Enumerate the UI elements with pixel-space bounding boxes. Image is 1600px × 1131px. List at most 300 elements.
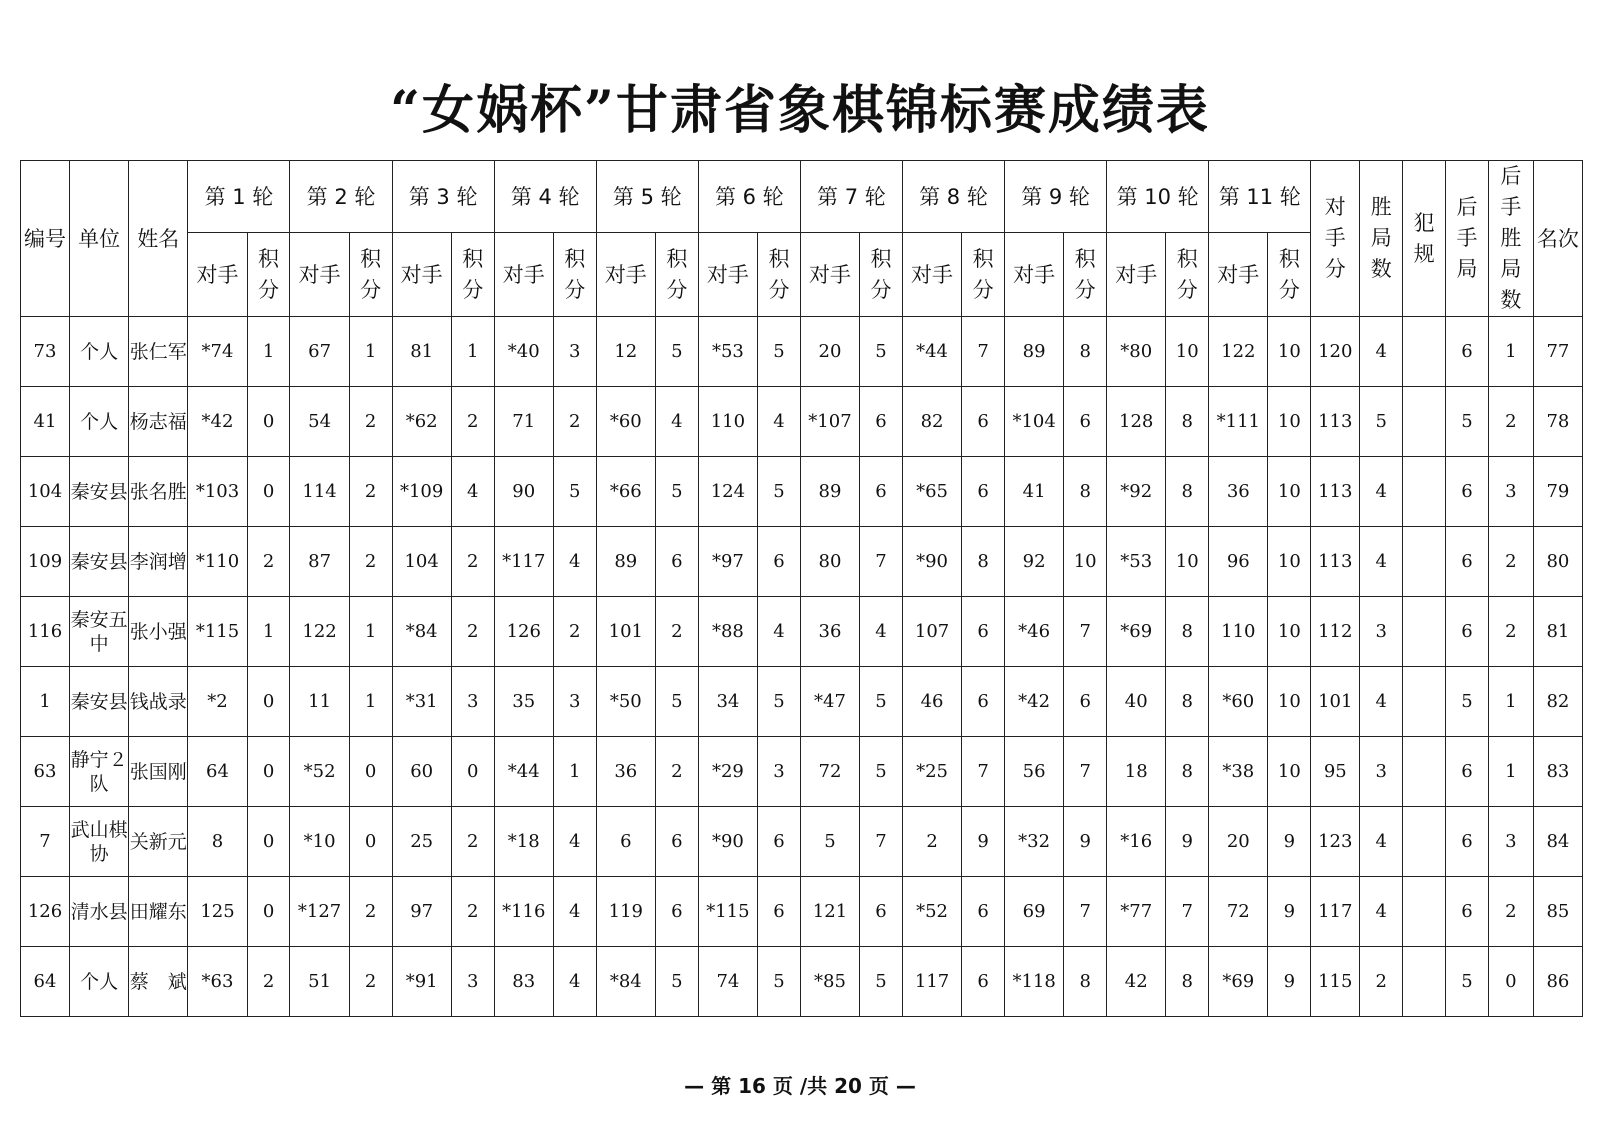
round-points: 5 bbox=[758, 947, 801, 1017]
round-opponent: 128 bbox=[1107, 387, 1166, 457]
round-points: 4 bbox=[758, 387, 801, 457]
round-opponent: *80 bbox=[1107, 317, 1166, 387]
round-points: 2 bbox=[451, 527, 494, 597]
rank: 77 bbox=[1533, 317, 1582, 387]
round-points: 1 bbox=[349, 667, 392, 737]
round-opponent: 110 bbox=[698, 387, 757, 457]
player-unit: 秦安县 bbox=[70, 527, 129, 597]
round-points: 0 bbox=[247, 667, 290, 737]
header-points: 积分 bbox=[1166, 233, 1209, 317]
round-points: 3 bbox=[758, 737, 801, 807]
rank: 78 bbox=[1533, 387, 1582, 457]
round-points: 10 bbox=[1268, 597, 1311, 667]
round-points: 2 bbox=[349, 877, 392, 947]
round-points: 9 bbox=[1268, 807, 1311, 877]
round-opponent: 56 bbox=[1005, 737, 1064, 807]
player-name: 钱战录 bbox=[129, 667, 188, 737]
player-id: 116 bbox=[21, 597, 70, 667]
header-opponent: 对手 bbox=[1209, 233, 1268, 317]
player-unit: 个人 bbox=[70, 947, 129, 1017]
round-points: 5 bbox=[758, 457, 801, 527]
round-points: 2 bbox=[451, 877, 494, 947]
round-opponent: 107 bbox=[902, 597, 961, 667]
wins: 4 bbox=[1360, 667, 1403, 737]
player-name: 杨志福 bbox=[129, 387, 188, 457]
header-round-7: 第 7 轮 bbox=[800, 161, 902, 233]
header-second-games: 后手局 bbox=[1446, 161, 1489, 317]
fouls bbox=[1403, 317, 1446, 387]
round-opponent: *127 bbox=[290, 877, 349, 947]
round-opponent: 36 bbox=[1209, 457, 1268, 527]
fouls bbox=[1403, 597, 1446, 667]
round-opponent: 40 bbox=[1107, 667, 1166, 737]
rank: 84 bbox=[1533, 807, 1582, 877]
round-points: 4 bbox=[553, 877, 596, 947]
round-opponent: 125 bbox=[188, 877, 247, 947]
round-opponent: 96 bbox=[1209, 527, 1268, 597]
player-id: 64 bbox=[21, 947, 70, 1017]
round-points: 1 bbox=[247, 597, 290, 667]
header-unit: 单位 bbox=[70, 161, 129, 317]
round-opponent: 34 bbox=[698, 667, 757, 737]
round-points: 7 bbox=[1064, 737, 1107, 807]
round-points: 6 bbox=[655, 527, 698, 597]
player-name: 蔡 斌 bbox=[129, 947, 188, 1017]
round-opponent: 89 bbox=[596, 527, 655, 597]
round-opponent: *115 bbox=[188, 597, 247, 667]
round-opponent: 89 bbox=[800, 457, 859, 527]
round-points: 2 bbox=[247, 947, 290, 1017]
round-points: 9 bbox=[1064, 807, 1107, 877]
rank: 81 bbox=[1533, 597, 1582, 667]
round-points: 9 bbox=[1268, 947, 1311, 1017]
header-name: 姓名 bbox=[129, 161, 188, 317]
header-fouls: 犯规 bbox=[1403, 161, 1446, 317]
round-points: 9 bbox=[1268, 877, 1311, 947]
round-opponent: 101 bbox=[596, 597, 655, 667]
round-points: 6 bbox=[860, 457, 903, 527]
round-points: 2 bbox=[655, 597, 698, 667]
header-points: 积分 bbox=[758, 233, 801, 317]
second-games: 5 bbox=[1446, 387, 1489, 457]
round-opponent: 20 bbox=[1209, 807, 1268, 877]
fouls bbox=[1403, 387, 1446, 457]
header-points: 积分 bbox=[1064, 233, 1107, 317]
header-points: 积分 bbox=[247, 233, 290, 317]
header-opponent: 对手 bbox=[800, 233, 859, 317]
round-opponent: *90 bbox=[698, 807, 757, 877]
round-opponent: *103 bbox=[188, 457, 247, 527]
second-wins: 3 bbox=[1488, 457, 1533, 527]
round-opponent: 92 bbox=[1005, 527, 1064, 597]
round-opponent: *84 bbox=[392, 597, 451, 667]
round-points: 6 bbox=[962, 947, 1005, 1017]
round-opponent: 71 bbox=[494, 387, 553, 457]
round-opponent: *42 bbox=[1005, 667, 1064, 737]
round-points: 0 bbox=[247, 457, 290, 527]
round-opponent: 2 bbox=[902, 807, 961, 877]
round-opponent: *107 bbox=[800, 387, 859, 457]
round-opponent: *29 bbox=[698, 737, 757, 807]
header-points: 积分 bbox=[962, 233, 1005, 317]
fouls bbox=[1403, 947, 1446, 1017]
header-round-9: 第 9 轮 bbox=[1005, 161, 1107, 233]
player-unit: 武山棋协 bbox=[70, 807, 129, 877]
opp-score: 112 bbox=[1311, 597, 1360, 667]
opp-score: 117 bbox=[1311, 877, 1360, 947]
round-points: 0 bbox=[247, 737, 290, 807]
round-points: 2 bbox=[247, 527, 290, 597]
second-wins: 2 bbox=[1488, 877, 1533, 947]
table-row bbox=[21, 947, 1583, 1017]
header-opponent: 对手 bbox=[290, 233, 349, 317]
round-opponent: *46 bbox=[1005, 597, 1064, 667]
round-points: 8 bbox=[962, 527, 1005, 597]
table-row bbox=[21, 667, 1583, 737]
opp-score: 101 bbox=[1311, 667, 1360, 737]
header-points: 积分 bbox=[655, 233, 698, 317]
header-id: 编号 bbox=[21, 161, 70, 317]
rank: 86 bbox=[1533, 947, 1582, 1017]
second-games: 6 bbox=[1446, 807, 1489, 877]
header-round-11: 第 11 轮 bbox=[1209, 161, 1311, 233]
round-points: 6 bbox=[1064, 667, 1107, 737]
round-points: 2 bbox=[451, 387, 494, 457]
round-points: 8 bbox=[1064, 457, 1107, 527]
player-id: 7 bbox=[21, 807, 70, 877]
round-points: 8 bbox=[1166, 947, 1209, 1017]
player-unit: 秦安县 bbox=[70, 457, 129, 527]
second-games: 6 bbox=[1446, 527, 1489, 597]
player-unit: 个人 bbox=[70, 387, 129, 457]
round-opponent: 36 bbox=[596, 737, 655, 807]
player-unit: 秦安县 bbox=[70, 667, 129, 737]
round-points: 9 bbox=[1166, 807, 1209, 877]
second-wins: 0 bbox=[1488, 947, 1533, 1017]
header-opponent: 对手 bbox=[902, 233, 961, 317]
round-opponent: *44 bbox=[902, 317, 961, 387]
second-games: 5 bbox=[1446, 947, 1489, 1017]
round-points: 2 bbox=[451, 597, 494, 667]
round-points: 4 bbox=[655, 387, 698, 457]
round-opponent: 83 bbox=[494, 947, 553, 1017]
round-points: 10 bbox=[1268, 527, 1311, 597]
round-opponent: 35 bbox=[494, 667, 553, 737]
round-points: 5 bbox=[860, 737, 903, 807]
fouls bbox=[1403, 877, 1446, 947]
round-points: 4 bbox=[553, 527, 596, 597]
header-opponent: 对手 bbox=[698, 233, 757, 317]
round-opponent: 12 bbox=[596, 317, 655, 387]
round-points: 8 bbox=[1166, 597, 1209, 667]
fouls bbox=[1403, 457, 1446, 527]
page-title: “女娲杯”甘肃省象棋锦标赛成绩表 bbox=[390, 80, 1210, 141]
round-opponent: *52 bbox=[902, 877, 961, 947]
second-wins: 1 bbox=[1488, 667, 1533, 737]
header-opponent: 对手 bbox=[1107, 233, 1166, 317]
header-wins: 胜局数 bbox=[1360, 161, 1403, 317]
round-points: 0 bbox=[247, 877, 290, 947]
round-opponent: *118 bbox=[1005, 947, 1064, 1017]
round-points: 2 bbox=[553, 387, 596, 457]
round-points: 2 bbox=[553, 597, 596, 667]
round-opponent: *38 bbox=[1209, 737, 1268, 807]
round-points: 3 bbox=[451, 947, 494, 1017]
round-opponent: 36 bbox=[800, 597, 859, 667]
round-points: 5 bbox=[655, 317, 698, 387]
round-points: 5 bbox=[758, 667, 801, 737]
round-points: 9 bbox=[962, 807, 1005, 877]
round-points: 0 bbox=[349, 737, 392, 807]
round-opponent: *18 bbox=[494, 807, 553, 877]
round-opponent: *116 bbox=[494, 877, 553, 947]
opp-score: 120 bbox=[1311, 317, 1360, 387]
wins: 5 bbox=[1360, 387, 1403, 457]
round-opponent: *111 bbox=[1209, 387, 1268, 457]
round-points: 5 bbox=[860, 947, 903, 1017]
round-opponent: *50 bbox=[596, 667, 655, 737]
round-opponent: *32 bbox=[1005, 807, 1064, 877]
header-points: 积分 bbox=[1268, 233, 1311, 317]
round-points: 6 bbox=[860, 877, 903, 947]
round-opponent: 25 bbox=[392, 807, 451, 877]
round-points: 0 bbox=[247, 387, 290, 457]
round-opponent: 82 bbox=[902, 387, 961, 457]
round-opponent: 119 bbox=[596, 877, 655, 947]
round-opponent: *88 bbox=[698, 597, 757, 667]
round-opponent: *31 bbox=[392, 667, 451, 737]
round-opponent: 8 bbox=[188, 807, 247, 877]
round-opponent: *115 bbox=[698, 877, 757, 947]
round-points: 2 bbox=[349, 387, 392, 457]
round-opponent: *53 bbox=[1107, 527, 1166, 597]
wins: 4 bbox=[1360, 527, 1403, 597]
round-opponent: *65 bbox=[902, 457, 961, 527]
wins: 4 bbox=[1360, 807, 1403, 877]
header-opponent: 对手 bbox=[494, 233, 553, 317]
second-wins: 2 bbox=[1488, 527, 1533, 597]
round-points: 5 bbox=[860, 667, 903, 737]
round-opponent: *85 bbox=[800, 947, 859, 1017]
player-id: 104 bbox=[21, 457, 70, 527]
round-points: 10 bbox=[1268, 317, 1311, 387]
fouls bbox=[1403, 807, 1446, 877]
second-games: 6 bbox=[1446, 877, 1489, 947]
round-opponent: 41 bbox=[1005, 457, 1064, 527]
round-opponent: 124 bbox=[698, 457, 757, 527]
round-points: 10 bbox=[1268, 737, 1311, 807]
rank: 80 bbox=[1533, 527, 1582, 597]
round-opponent: 122 bbox=[290, 597, 349, 667]
round-opponent: 121 bbox=[800, 877, 859, 947]
header-round-4: 第 4 轮 bbox=[494, 161, 596, 233]
round-points: 1 bbox=[349, 597, 392, 667]
player-name: 田耀东 bbox=[129, 877, 188, 947]
player-name: 关新元 bbox=[129, 807, 188, 877]
header-opponent: 对手 bbox=[392, 233, 451, 317]
header-rank: 名次 bbox=[1533, 161, 1582, 317]
round-points: 6 bbox=[962, 387, 1005, 457]
round-points: 2 bbox=[349, 457, 392, 527]
round-points: 6 bbox=[758, 527, 801, 597]
round-points: 10 bbox=[1166, 317, 1209, 387]
player-id: 109 bbox=[21, 527, 70, 597]
table-row bbox=[21, 807, 1583, 877]
table-row bbox=[21, 457, 1583, 527]
round-opponent: *2 bbox=[188, 667, 247, 737]
round-points: 2 bbox=[451, 807, 494, 877]
wins: 4 bbox=[1360, 317, 1403, 387]
player-name: 李润增 bbox=[129, 527, 188, 597]
round-points: 7 bbox=[860, 527, 903, 597]
round-points: 8 bbox=[1064, 947, 1107, 1017]
header-second-wins: 后手胜局数 bbox=[1488, 161, 1533, 317]
wins: 3 bbox=[1360, 737, 1403, 807]
round-points: 1 bbox=[553, 737, 596, 807]
second-wins: 1 bbox=[1488, 737, 1533, 807]
round-opponent: 97 bbox=[392, 877, 451, 947]
round-opponent: *69 bbox=[1209, 947, 1268, 1017]
round-opponent: *92 bbox=[1107, 457, 1166, 527]
round-opponent: 87 bbox=[290, 527, 349, 597]
round-points: 5 bbox=[860, 317, 903, 387]
round-opponent: *52 bbox=[290, 737, 349, 807]
round-opponent: 20 bbox=[800, 317, 859, 387]
round-opponent: *42 bbox=[188, 387, 247, 457]
opp-score: 113 bbox=[1311, 387, 1360, 457]
round-points: 4 bbox=[860, 597, 903, 667]
round-opponent: 64 bbox=[188, 737, 247, 807]
results-table bbox=[20, 160, 1583, 1017]
round-opponent: 117 bbox=[902, 947, 961, 1017]
second-wins: 2 bbox=[1488, 597, 1533, 667]
player-name: 张仁军 bbox=[129, 317, 188, 387]
round-opponent: 81 bbox=[392, 317, 451, 387]
wins: 2 bbox=[1360, 947, 1403, 1017]
round-points: 5 bbox=[758, 317, 801, 387]
round-opponent: 69 bbox=[1005, 877, 1064, 947]
player-name: 张小强 bbox=[129, 597, 188, 667]
round-points: 8 bbox=[1166, 667, 1209, 737]
round-opponent: *91 bbox=[392, 947, 451, 1017]
second-wins: 2 bbox=[1488, 387, 1533, 457]
rank: 85 bbox=[1533, 877, 1582, 947]
round-points: 10 bbox=[1268, 667, 1311, 737]
round-points: 3 bbox=[553, 667, 596, 737]
player-name: 张名胜 bbox=[129, 457, 188, 527]
round-opponent: *44 bbox=[494, 737, 553, 807]
round-opponent: 104 bbox=[392, 527, 451, 597]
player-id: 73 bbox=[21, 317, 70, 387]
header-points: 积分 bbox=[860, 233, 903, 317]
second-games: 6 bbox=[1446, 457, 1489, 527]
round-opponent: *74 bbox=[188, 317, 247, 387]
round-points: 8 bbox=[1064, 317, 1107, 387]
round-points: 7 bbox=[1064, 877, 1107, 947]
round-opponent: 72 bbox=[800, 737, 859, 807]
round-points: 0 bbox=[247, 807, 290, 877]
round-opponent: 90 bbox=[494, 457, 553, 527]
round-points: 1 bbox=[349, 317, 392, 387]
table-row bbox=[21, 877, 1583, 947]
header-points: 积分 bbox=[349, 233, 392, 317]
player-id: 41 bbox=[21, 387, 70, 457]
header-round-5: 第 5 轮 bbox=[596, 161, 698, 233]
round-opponent: 5 bbox=[800, 807, 859, 877]
round-points: 2 bbox=[349, 527, 392, 597]
round-opponent: *109 bbox=[392, 457, 451, 527]
round-opponent: *25 bbox=[902, 737, 961, 807]
opp-score: 123 bbox=[1311, 807, 1360, 877]
second-games: 5 bbox=[1446, 667, 1489, 737]
header-round-6: 第 6 轮 bbox=[698, 161, 800, 233]
round-opponent: 6 bbox=[596, 807, 655, 877]
header-round-8: 第 8 轮 bbox=[902, 161, 1004, 233]
round-points: 10 bbox=[1166, 527, 1209, 597]
round-opponent: 114 bbox=[290, 457, 349, 527]
round-points: 7 bbox=[962, 737, 1005, 807]
table-row bbox=[21, 387, 1583, 457]
player-unit: 静宁２队 bbox=[70, 737, 129, 807]
opp-score: 113 bbox=[1311, 527, 1360, 597]
round-opponent: 42 bbox=[1107, 947, 1166, 1017]
rank: 82 bbox=[1533, 667, 1582, 737]
round-opponent: *60 bbox=[596, 387, 655, 457]
round-opponent: *69 bbox=[1107, 597, 1166, 667]
round-points: 6 bbox=[655, 877, 698, 947]
page-footer: — 第 16 页 /共 20 页 — bbox=[684, 1074, 916, 1098]
round-points: 4 bbox=[758, 597, 801, 667]
round-opponent: *63 bbox=[188, 947, 247, 1017]
round-points: 1 bbox=[451, 317, 494, 387]
round-opponent: 46 bbox=[902, 667, 961, 737]
fouls bbox=[1403, 667, 1446, 737]
player-unit: 秦安五中 bbox=[70, 597, 129, 667]
wins: 4 bbox=[1360, 457, 1403, 527]
round-opponent: 54 bbox=[290, 387, 349, 457]
round-points: 4 bbox=[553, 947, 596, 1017]
round-opponent: *62 bbox=[392, 387, 451, 457]
round-points: 6 bbox=[655, 807, 698, 877]
round-points: 6 bbox=[1064, 387, 1107, 457]
rank: 79 bbox=[1533, 457, 1582, 527]
second-games: 6 bbox=[1446, 597, 1489, 667]
header-opp-score: 对手分 bbox=[1311, 161, 1360, 317]
header-round-3: 第 3 轮 bbox=[392, 161, 494, 233]
round-opponent: 74 bbox=[698, 947, 757, 1017]
wins: 3 bbox=[1360, 597, 1403, 667]
round-points: 7 bbox=[860, 807, 903, 877]
round-points: 4 bbox=[553, 807, 596, 877]
round-opponent: 89 bbox=[1005, 317, 1064, 387]
round-points: 5 bbox=[655, 457, 698, 527]
round-opponent: *90 bbox=[902, 527, 961, 597]
round-points: 6 bbox=[962, 597, 1005, 667]
round-points: 10 bbox=[1268, 387, 1311, 457]
round-opponent: 72 bbox=[1209, 877, 1268, 947]
header-round-10: 第 10 轮 bbox=[1107, 161, 1209, 233]
round-points: 1 bbox=[247, 317, 290, 387]
round-opponent: 80 bbox=[800, 527, 859, 597]
round-points: 2 bbox=[349, 947, 392, 1017]
round-points: 10 bbox=[1268, 457, 1311, 527]
second-games: 6 bbox=[1446, 317, 1489, 387]
round-points: 0 bbox=[451, 737, 494, 807]
opp-score: 95 bbox=[1311, 737, 1360, 807]
round-points: 0 bbox=[349, 807, 392, 877]
player-id: 63 bbox=[21, 737, 70, 807]
round-points: 5 bbox=[655, 947, 698, 1017]
